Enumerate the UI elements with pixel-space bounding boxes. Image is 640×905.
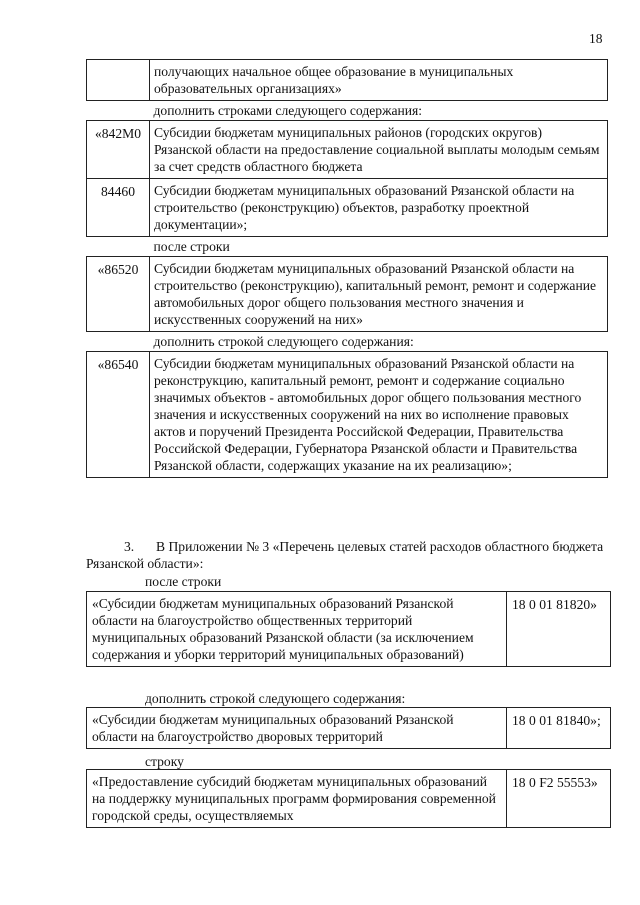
expense-box-1	[86, 591, 611, 667]
table-row	[87, 121, 608, 179]
add-row-label: дополнить строкой следующего содержания:	[145, 691, 406, 706]
table-row	[87, 257, 608, 332]
description-cell: дополнить строками следующего содержания:	[150, 101, 608, 121]
description-cell: получающих начальное общее образование в муниципальных образовательных организациях»	[150, 60, 608, 101]
instruction-row	[87, 237, 608, 257]
expense-box-2-code: 18 0 01 81840»;	[507, 708, 611, 749]
expense-box-3-text: «Предоставление субсидий бюджетам муниципальных образований на поддержку муниципальных программ формирования современной городской среды, осуществляемых	[87, 770, 507, 828]
expense-box-1-text: «Субсидии бюджетам муниципальных образований Рязанской области на благоустройство общественных территорий муниципальных образований Рязанской области (за исключением содержания и уборки территорий муниципальных образований)	[87, 592, 507, 667]
code-cell	[87, 332, 150, 352]
description-cell: Субсидии бюджетам муниципальных образований Рязанской области на реконструкцию, капитальный ремонт, ремонт и содержание социально значимых объектов - автомобильных дорог общего пользования местного значения и искусственных сооружений на них во исполнение правовых актов и поручений Президента Российской Федерации, Правительства Российской Федерации, Губернатора Рязанской области и Правительства Рязанской области, содержащих указание на их реализацию»;	[150, 352, 608, 478]
expense-box-1-code: 18 0 01 81820»	[507, 592, 611, 667]
expense-box-2-text: «Субсидии бюджетам муниципальных образований Рязанской области на благоустройство дворовых территорий	[87, 708, 507, 749]
page-number: 18	[589, 31, 603, 46]
row-label: строку	[145, 754, 184, 769]
item-3-text: В Приложении № 3 «Перечень целевых статей расходов областного бюджета Рязанской области»:	[86, 539, 604, 571]
target-codes-table	[86, 59, 608, 478]
code-cell: 84460	[87, 179, 150, 237]
instruction-row	[87, 101, 608, 121]
description-cell: после строки	[150, 237, 608, 257]
instruction-row	[87, 332, 608, 352]
code-cell: «86540	[87, 352, 150, 478]
code-cell: «86520	[87, 257, 150, 332]
after-row-label: после строки	[145, 574, 222, 589]
table-row	[87, 179, 608, 237]
expense-box-3	[86, 769, 611, 828]
description-cell: Субсидии бюджетам муниципальных образований Рязанской области на строительство (реконструкцию) объектов, разработку проектной документации»;	[150, 179, 608, 237]
code-cell: «842М0	[87, 121, 150, 179]
expense-box-3-code: 18 0 F2 55553»	[507, 770, 611, 828]
code-cell	[87, 60, 150, 101]
description-cell: дополнить строкой следующего содержания:	[150, 332, 608, 352]
code-cell	[87, 101, 150, 121]
expense-box-2	[86, 707, 611, 749]
table-row	[87, 352, 608, 478]
description-cell: Субсидии бюджетам муниципальных образований Рязанской области на строительство (реконструкцию), капитальный ремонт, ремонт и содержание автомобильных дорог общего пользования местного значения и искусственных сооружений на них»	[150, 257, 608, 332]
code-cell	[87, 237, 150, 257]
description-cell: Субсидии бюджетам муниципальных районов (городских округов) Рязанской области на предоставление социальной выплаты молодым семьям за счет средств областного бюджета	[150, 121, 608, 179]
item-3-number: 3.	[124, 539, 135, 554]
item-3-paragraph	[86, 538, 612, 572]
table-row	[87, 60, 608, 101]
